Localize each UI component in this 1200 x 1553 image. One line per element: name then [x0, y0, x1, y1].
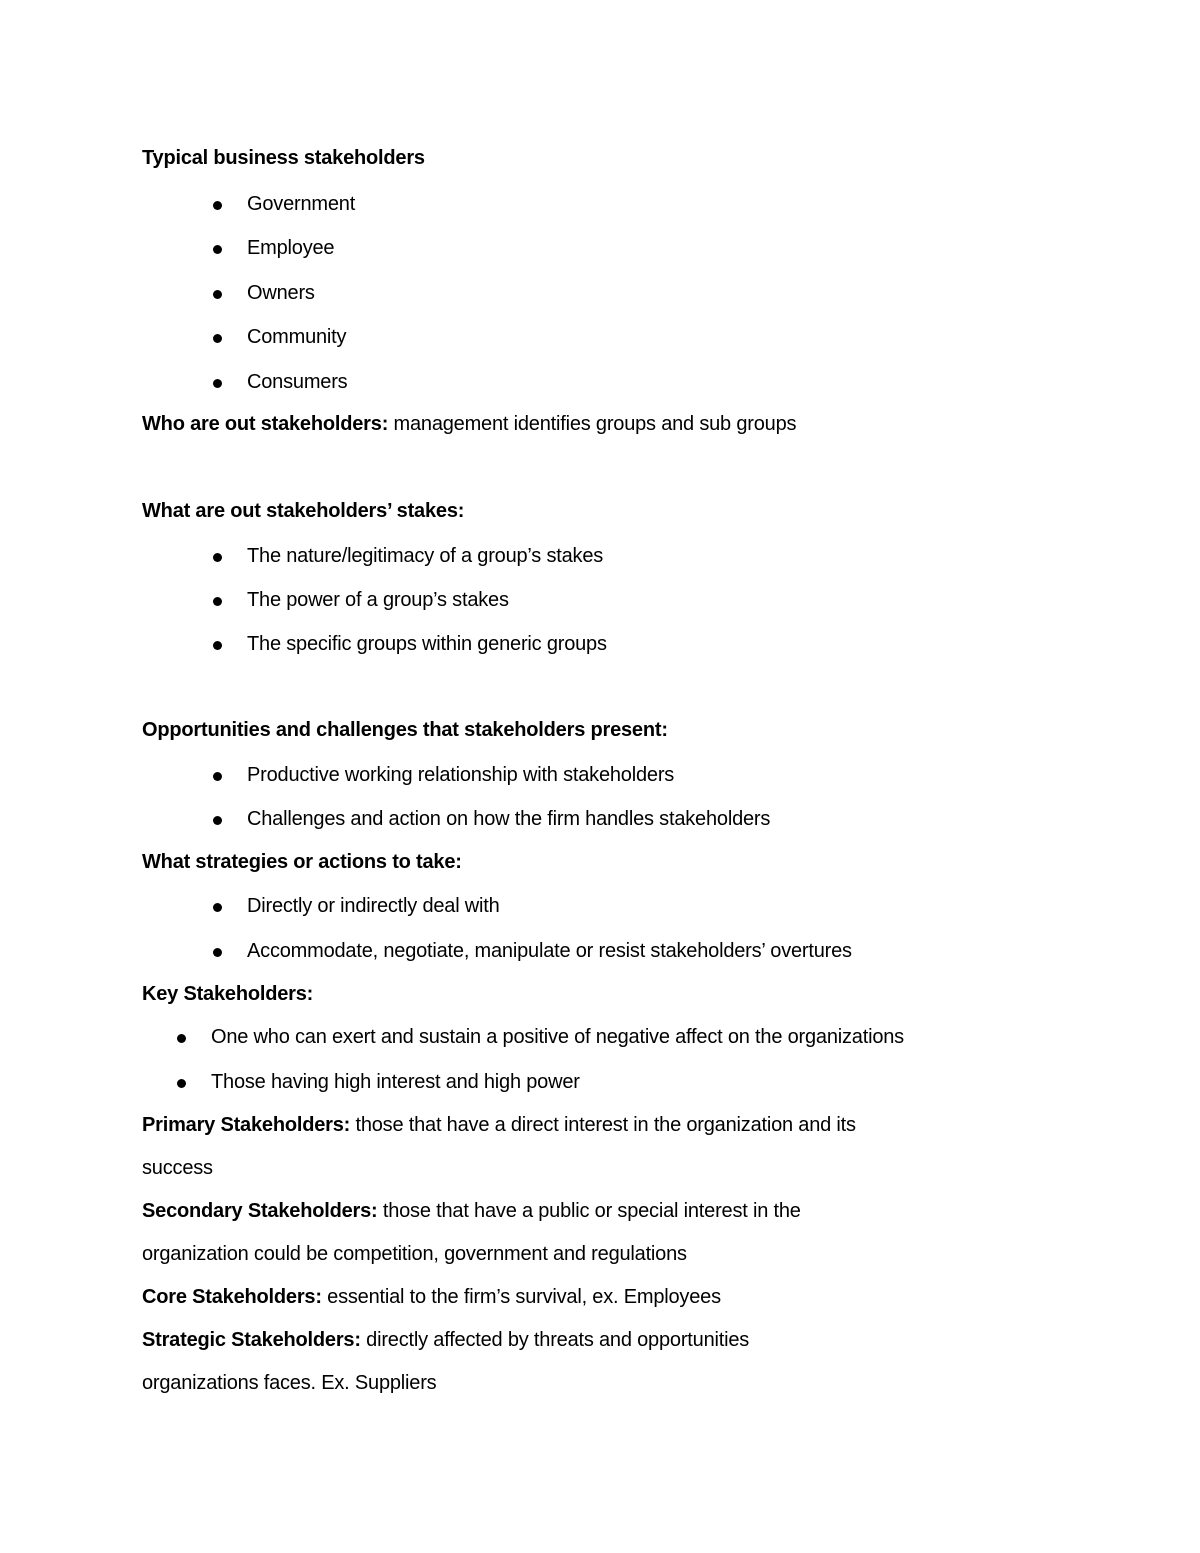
heading-opportunities: Opportunities and challenges that stakeholders present: [142, 719, 668, 741]
paragraph-strategic-line2: organizations faces. Ex. Suppliers [142, 1372, 437, 1394]
heading-key-stakeholders: Key Stakeholders: [142, 983, 314, 1005]
list-item: Productive working relationship with stakeholders [247, 764, 675, 786]
list-item: Accommodate, negotiate, manipulate or resist stakeholders’ overtures [247, 940, 852, 962]
text-who: management identifies groups and sub groups [388, 413, 797, 435]
paragraph-secondary-line2: organization could be competition, government and regulations [142, 1243, 687, 1265]
list-item: Consumers [247, 371, 348, 393]
list-item: Employee [247, 237, 335, 259]
list-item: Government [247, 193, 356, 215]
paragraph-secondary-line1 [142, 1197, 801, 1225]
bullet-icon [213, 903, 222, 912]
label-primary: Primary Stakeholders: [142, 1114, 351, 1136]
text-strategic-1: directly affected by threats and opportunities [360, 1329, 750, 1351]
bullet-icon [213, 379, 222, 388]
bullet-icon [213, 816, 222, 825]
paragraph-core [142, 1283, 721, 1311]
heading-stakes: What are out stakeholders’ stakes: [142, 500, 465, 522]
list-item: Directly or indirectly deal with [247, 895, 500, 917]
list-item: Owners [247, 282, 315, 304]
bullet-icon [213, 641, 222, 650]
bullet-icon [213, 290, 222, 299]
label-strategic: Strategic Stakeholders: [142, 1329, 361, 1351]
heading-strategies: What strategies or actions to take: [142, 851, 462, 873]
label-core: Core Stakeholders: [142, 1286, 322, 1308]
list-item: Community [247, 326, 347, 348]
list-item: Challenges and action on how the firm handles stakeholders [247, 808, 771, 830]
text-primary-1: those that have a direct interest in the organization and its [350, 1114, 856, 1136]
paragraph-primary-line2: success [142, 1157, 213, 1179]
bullet-icon [213, 553, 222, 562]
label-secondary: Secondary Stakeholders: [142, 1200, 378, 1222]
bullet-icon [177, 1079, 186, 1088]
list-item: One who can exert and sustain a positive of negative affect on the organizations [211, 1026, 904, 1048]
list-item: The nature/legitimacy of a group’s stakes [247, 545, 604, 567]
bullet-icon [177, 1034, 186, 1043]
bullet-icon [213, 772, 222, 781]
text-secondary-1: those that have a public or special interest in the [377, 1200, 801, 1222]
bullet-icon [213, 948, 222, 957]
bullet-icon [213, 201, 222, 210]
bullet-icon [213, 334, 222, 343]
paragraph-who [142, 410, 796, 438]
paragraph-primary-line1 [142, 1111, 856, 1139]
list-item: The specific groups within generic groups [247, 633, 607, 655]
text-core: essential to the firm’s survival, ex. Employees [321, 1286, 721, 1308]
paragraph-strategic-line1 [142, 1326, 749, 1354]
bullet-icon [213, 597, 222, 606]
list-item: The power of a group’s stakes [247, 589, 509, 611]
label-who: Who are out stakeholders: [142, 413, 389, 435]
bullet-icon [213, 245, 222, 254]
list-item: Those having high interest and high power [211, 1071, 580, 1093]
heading-typical-stakeholders: Typical business stakeholders [142, 147, 425, 169]
